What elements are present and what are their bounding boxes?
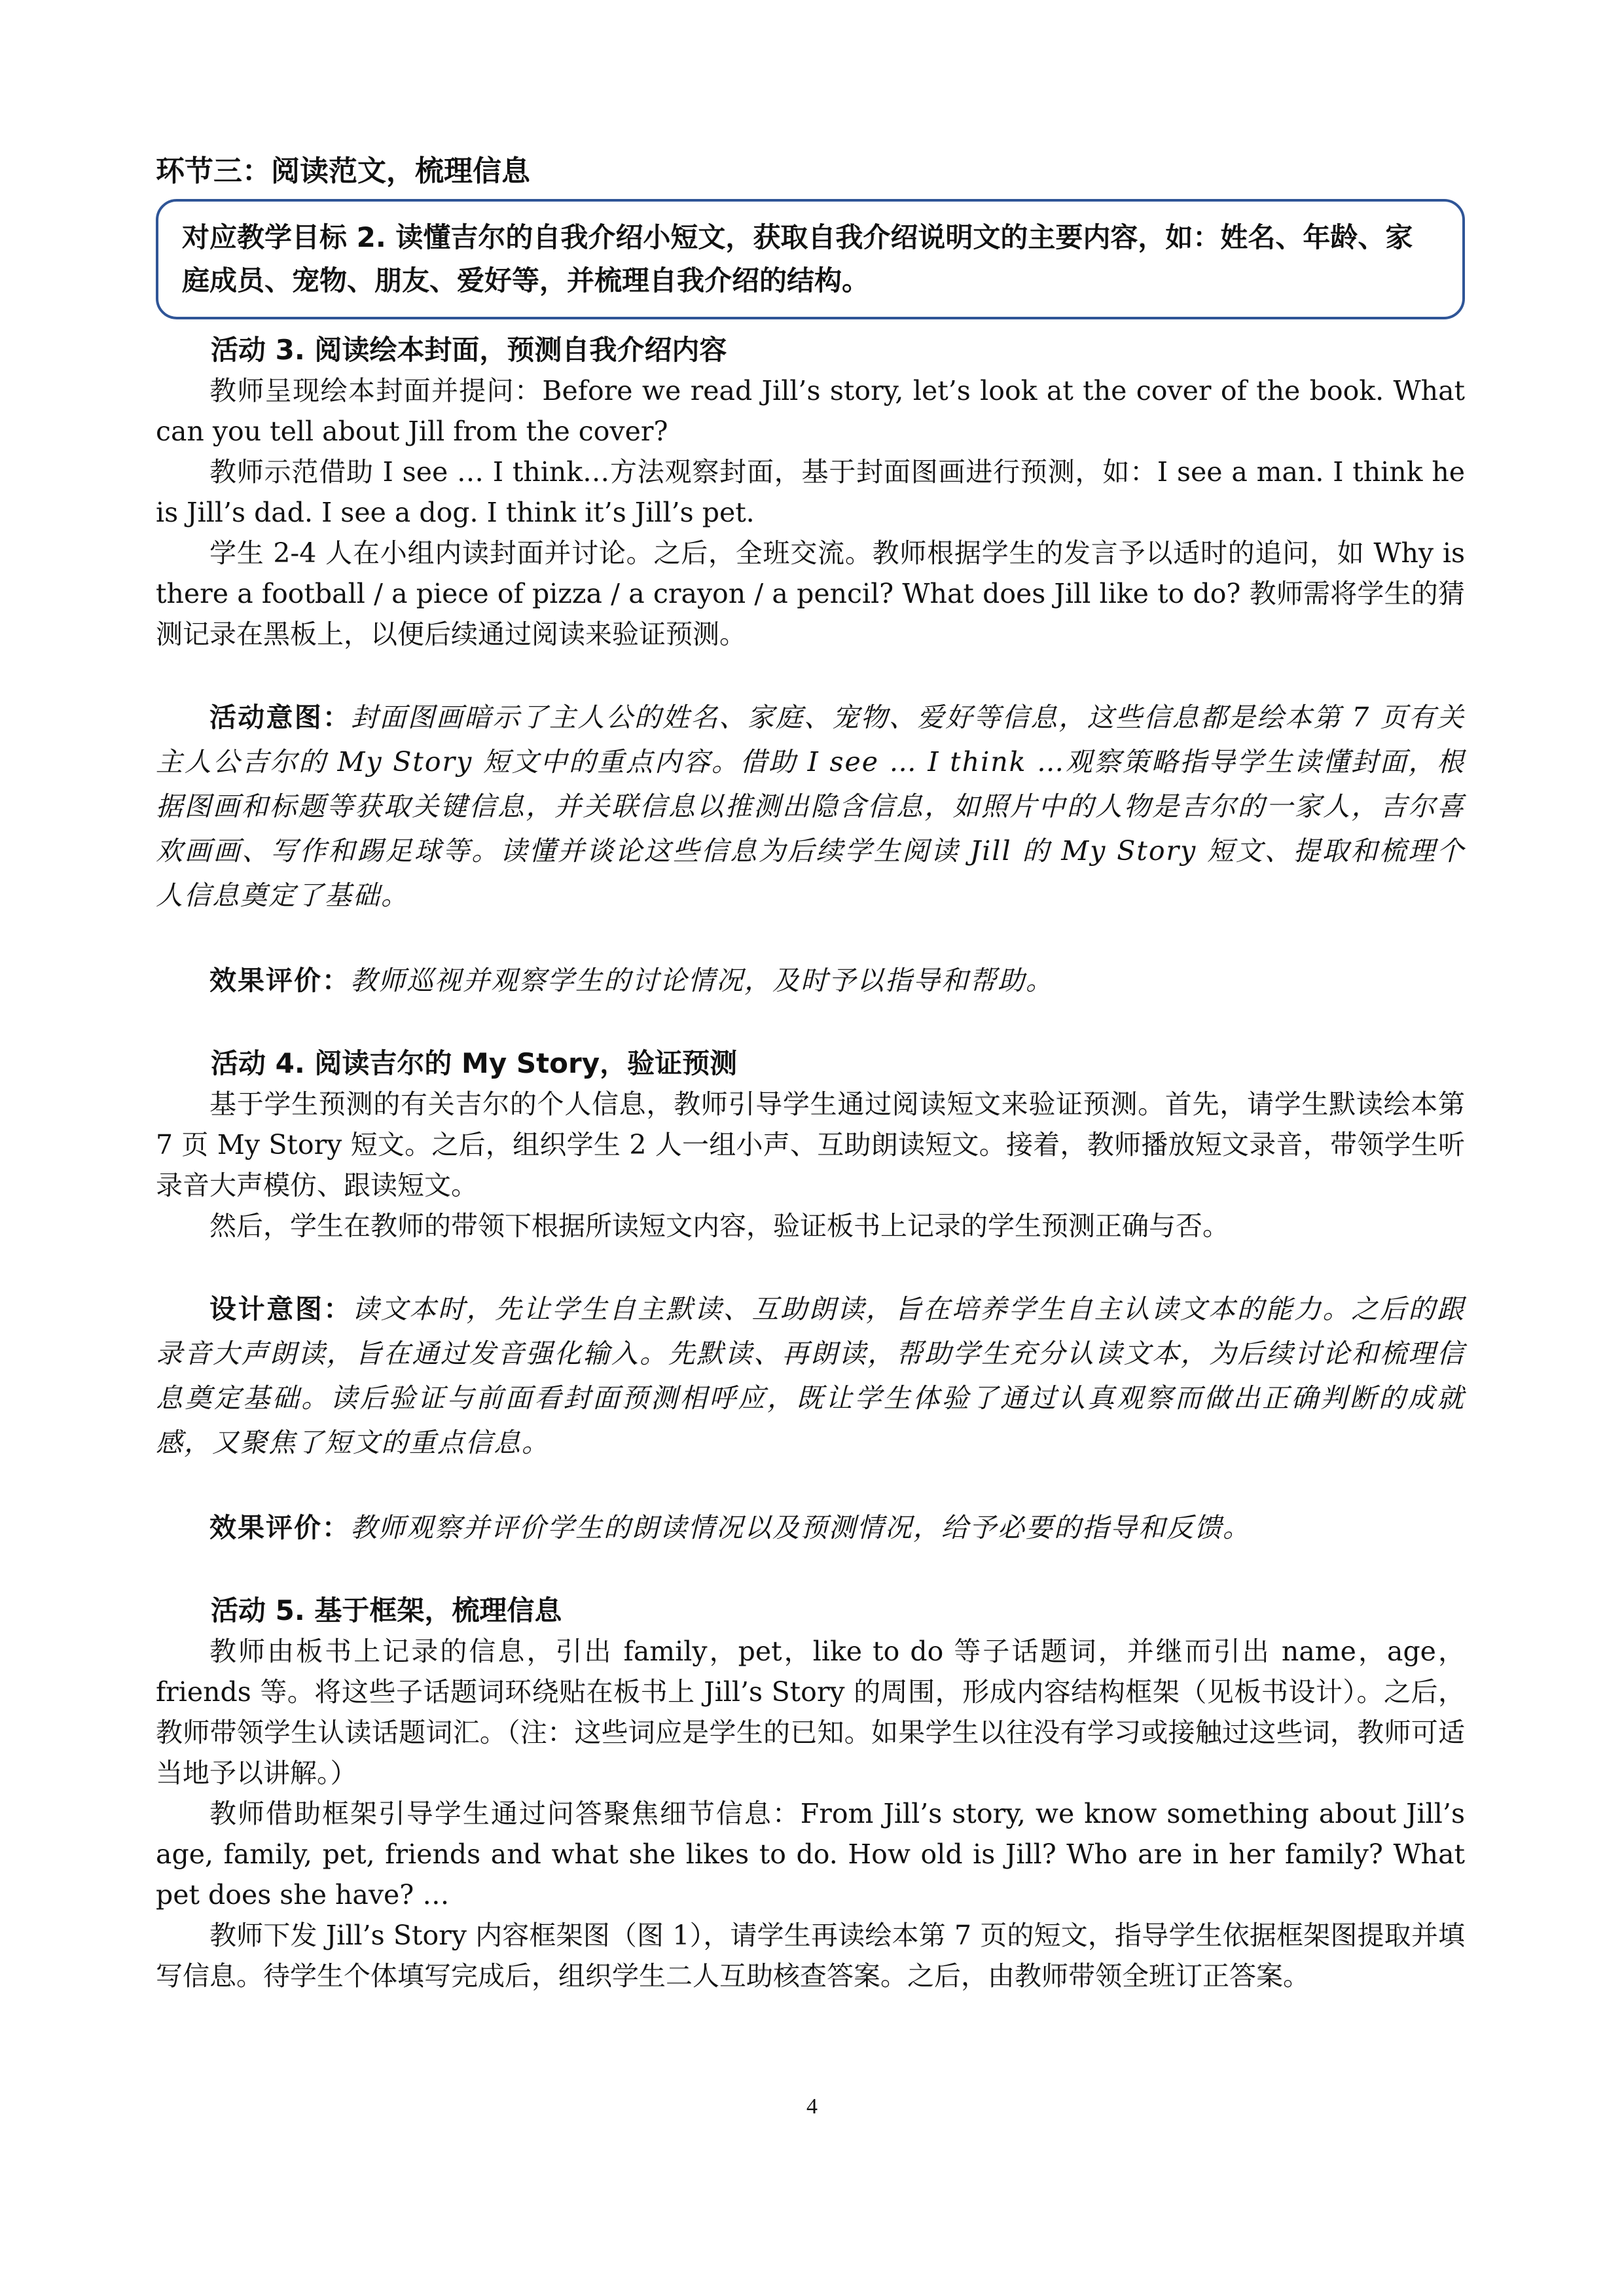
activity-4-intent: [156, 1287, 1465, 1465]
teaching-objective-box: 对应教学目标 2. 读懂吉尔的自我介绍小短文，获取自我介绍说明文的主要内容，如：姓名、年龄、家庭成员、宠物、朋友、爱好等，并梳理自我介绍的结构。: [156, 199, 1465, 319]
activity-4-evaluation: [156, 1505, 1465, 1550]
activity-4-title: 活动 4. 阅读吉尔的 My Story，验证预测: [211, 1047, 738, 1079]
intent-text: 封面图画暗示了主人公的姓名、家庭、宠物、爱好等信息，这些信息都是绘本第 7 页有关主人公吉尔的 My Story 短文中的重点内容。借助 I see … I think …观察策略指导学生读懂封面，根据图画和标题等获取关键信息，并关联信息以推测出隐含信息，如照片中的人物是吉尔的一家人，吉尔喜欢画画、写作和踢足球等。读懂并谈论这些信息为后续学生阅读 Jill 的 My Story 短文、提取和梳理个人信息奠定了基础。: [156, 702, 1465, 911]
evaluation-text: 教师观察并评价学生的朗读情况以及预测情况，给予必要的指导和反馈。: [350, 1512, 1251, 1543]
activity-3-evaluation: [156, 958, 1465, 1003]
page-number: 4: [806, 2094, 818, 2119]
activity-5-paragraph: 教师借助框架引导学生通过问答聚焦细节信息：From Jill’s story, we know something about Jill’s age, family, pet, friends and what she likes to do. How old is Jill? Who are in her family? What pet does she have? …: [156, 1798, 1465, 1910]
activity-3-title: 活动 3. 阅读绘本封面，预测自我介绍内容: [211, 334, 727, 366]
document-page: [156, 151, 1465, 1996]
activity-5-paragraph: 教师下发 Jill’s Story 内容框架图（图 1），请学生再读绘本第 7 页的短文，指导学生依据框架图提取并填写信息。待学生个体填写完成后，组织学生二人互助核查答案。之后，由教师带领全班订正答案。: [156, 1920, 1465, 1992]
activity-4-paragraph: 然后，学生在教师的带领下根据所读短文内容，验证板书上记录的学生预测正确与否。: [209, 1210, 1229, 1242]
activity-3-paragraph: 教师呈现绘本封面并提问：Before we read Jill’s story, let’s look at the cover of the book. What can you tell about Jill from the cover?: [156, 375, 1465, 447]
evaluation-text: 教师巡视并观察学生的讨论情况，及时予以指导和帮助。: [350, 965, 1054, 996]
intent-text: 读文本时，先让学生自主默读、互助朗读，旨在培养学生自主认读文本的能力。之后的跟录音大声朗读，旨在通过发音强化输入。先默读、再朗读，帮助学生充分认读文本，为后续讨论和梳理信息奠定基础。读后验证与前面看封面预测相呼应，既让学生体验了通过认真观察而做出正确判断的成就感，又聚焦了短文的重点信息。: [156, 1293, 1466, 1458]
evaluation-label: 效果评价：: [209, 965, 350, 996]
intent-label: 活动意图：: [209, 702, 352, 733]
intent-label: 设计意图：: [209, 1293, 353, 1325]
activity-3-intent: [156, 695, 1465, 918]
section-heading: 环节三：阅读范文，梳理信息: [156, 154, 530, 188]
activity-4-paragraph: 基于学生预测的有关吉尔的个人信息，教师引导学生通过阅读短文来验证预测。首先，请学生默读绘本第 7 页 My Story 短文。之后，组织学生 2 人一组小声、互助朗读短文。接着，教师播放短文录音，带领学生听录音大声模仿、跟读短文。: [156, 1088, 1465, 1201]
activity-3-paragraph: 学生 2-4 人在小组内读封面并讨论。之后，全班交流。教师根据学生的发言予以适时的追问，如 Why is there a football / a piece of pizza / a crayon / a pencil? What does Jill like to do? 教师需将学生的猜测记录在黑板上，以便后续通过阅读来验证预测。: [156, 537, 1465, 650]
evaluation-label: 效果评价：: [209, 1512, 350, 1543]
activity-5-title: 活动 5. 基于框架，梳理信息: [211, 1594, 562, 1626]
activity-5-paragraph: 教师由板书上记录的信息，引出 family，pet，like to do 等子话题词，并继而引出 name，age，friends 等。将这些子话题词环绕贴在板书上 Jill’s Story 的周围，形成内容结构框架（见板书设计）。之后，教师带领学生认读话题词汇。（注：这些词应是学生的已知。如果学生以往没有学习或接触过这些词，教师可适当地予以讲解。）: [156, 1636, 1465, 1789]
activity-3-paragraph: 教师示范借助 I see … I think…方法观察封面，基于封面图画进行预测，如：I see a man. I think he is Jill’s dad. I see a dog. I think it’s Jill’s pet.: [156, 456, 1465, 528]
